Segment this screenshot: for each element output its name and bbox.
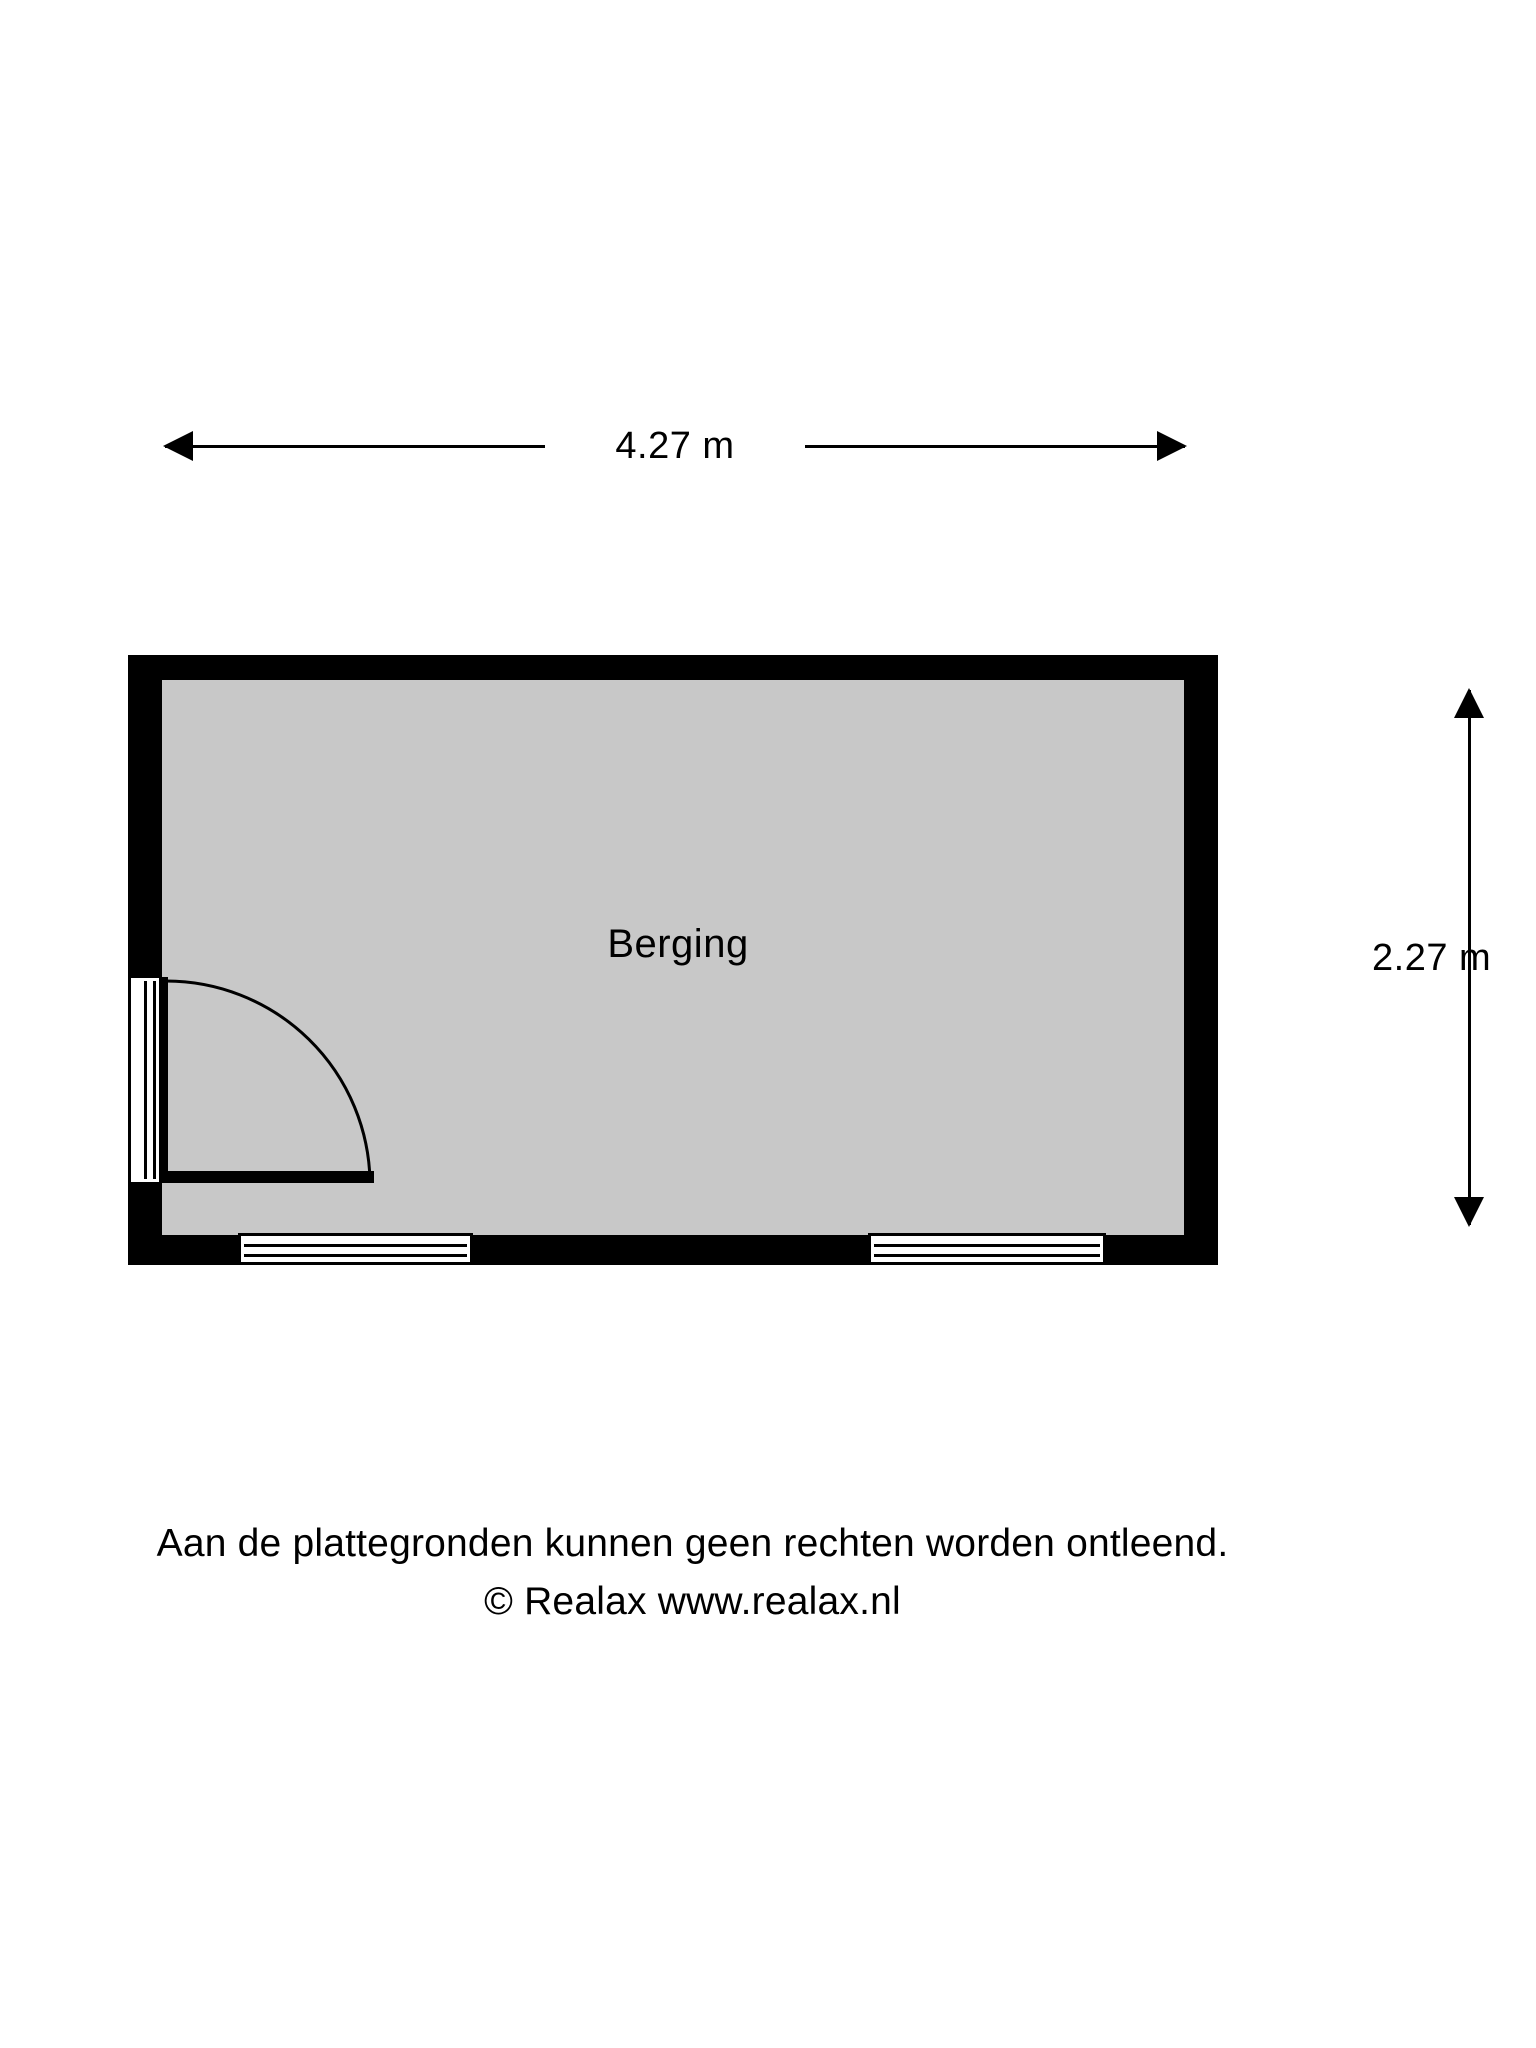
door-frame-line xyxy=(153,981,156,1179)
arrow-up-icon xyxy=(1454,688,1484,718)
dimension-height-label: 2.27 m xyxy=(1372,937,1492,979)
door-opening xyxy=(128,975,162,1185)
room-label: Berging xyxy=(607,922,749,966)
door-frame-line xyxy=(144,981,147,1179)
footer-disclaimer: Aan de plattegronden kunnen geen rechten worden ontleend. xyxy=(156,1522,1229,1565)
footer xyxy=(0,1515,1385,1631)
footer-copyright: © Realax www.realax.nl xyxy=(484,1580,901,1623)
window-pane-line xyxy=(874,1244,1100,1247)
door-swing-icon xyxy=(162,977,382,1185)
window-pane-line xyxy=(244,1244,467,1247)
window-left xyxy=(238,1233,473,1265)
dimension-width xyxy=(165,400,1185,467)
arrow-left-icon xyxy=(163,431,193,461)
window-pane-line xyxy=(244,1254,467,1257)
floorplan-drawing xyxy=(128,655,1218,1265)
arrow-right-icon xyxy=(1157,431,1187,461)
arrow-down-icon xyxy=(1454,1197,1484,1227)
dimension-width-label: 4.27 m xyxy=(545,418,805,474)
window-pane-line xyxy=(874,1254,1100,1257)
window-right xyxy=(868,1233,1106,1265)
